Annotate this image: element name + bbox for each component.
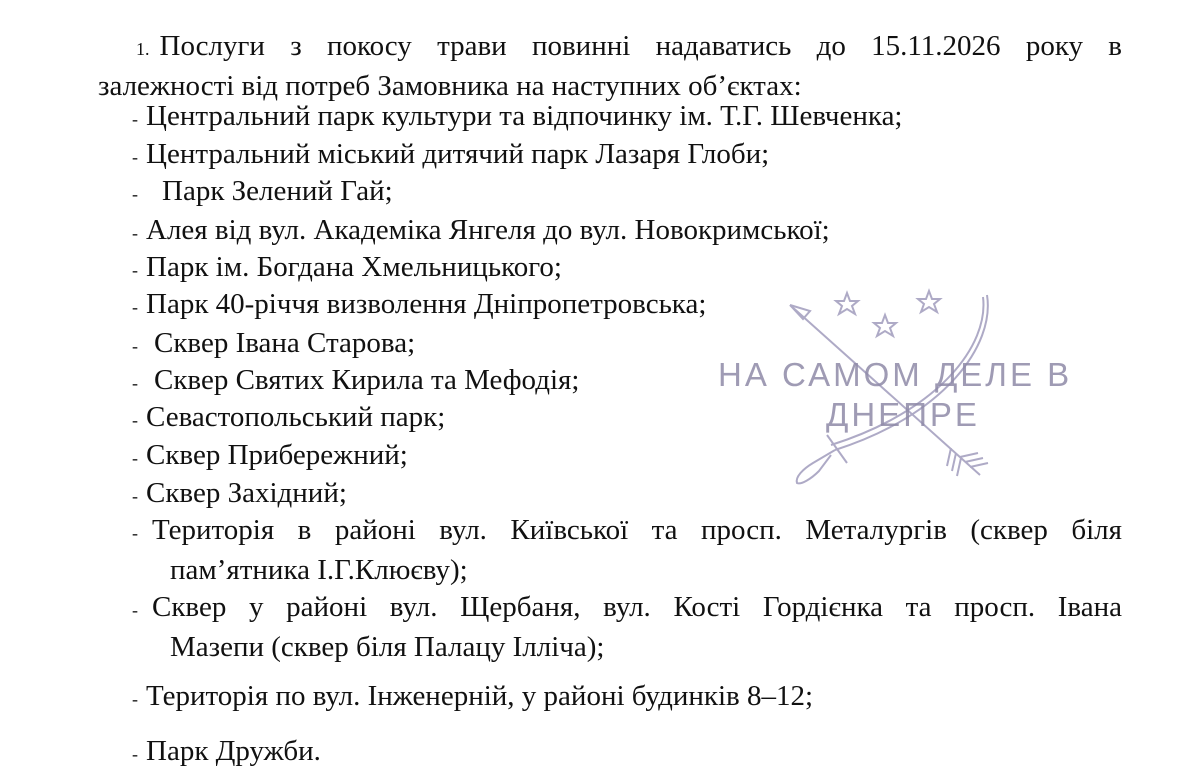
list-item-wrapped: - Сквер у районі вул. Щербаня, вул. Кості Гордієнка та просп. Івана Мазепи (сквер біля Палацу Ілліча);: [132, 591, 1122, 663]
list-item: - Севастопольський парк;: [132, 401, 446, 433]
watermark-text-line-1: НА САМОМ ДЕЛЕ В: [718, 356, 1073, 393]
list-item: - Сквер Західний;: [132, 477, 347, 509]
list-item: - Сквер Святих Кирила та Мефодія;: [132, 364, 580, 396]
list-item: - Центральний парк культури та відпочинку ім. Т.Г. Шевченка;: [132, 100, 903, 132]
intro-paragraph: [98, 28, 1122, 105]
list-item: - Парк 40-річчя визволення Дніпропетровська;: [132, 288, 707, 320]
list-item: - Парк Дружби.: [132, 735, 321, 767]
list-item: - Центральний міський дитячий парк Лазаря Глоби;: [132, 138, 770, 170]
watermark-text-line-2: ДНЕПРЕ: [826, 396, 980, 433]
list-item: - Алея від вул. Академіка Янгеля до вул. Новокримської;: [132, 214, 830, 246]
list-item: - Сквер Івана Старова;: [132, 327, 416, 359]
list-item: - Парк ім. Богдана Хмельницького;: [132, 251, 562, 283]
list-item: - Парк Зелений Гай;: [132, 175, 393, 207]
list-number: 1.: [136, 39, 150, 59]
intro-line-1: [98, 28, 1122, 68]
list-item: - Сквер Прибережний;: [132, 439, 408, 471]
list-item-wrapped: - Територія в районі вул. Київської та просп. Металургів (сквер біля пам’ятника І.Г.Клюєву);: [132, 514, 1122, 586]
list-item: - Територія по вул. Інженерній, у районі будинків 8–12;: [132, 680, 814, 712]
intro-line-2: залежності від потреб Замовника на наступних об’єктах:: [98, 70, 802, 102]
intro-text-1: Послуги з покосу трави повинні надаватись до 15.11.2026 року в: [159, 30, 1122, 62]
